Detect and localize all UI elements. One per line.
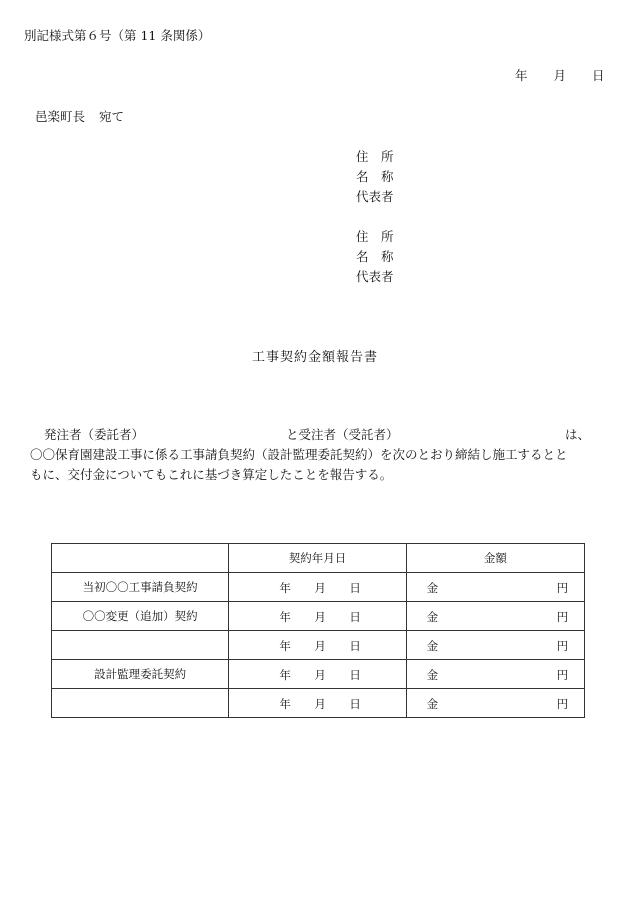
row-year: 年 — [279, 697, 291, 711]
row-label: 設計監理委託契約 — [52, 660, 229, 689]
row-date — [229, 602, 406, 631]
row-amount — [406, 660, 584, 689]
row-label — [52, 689, 229, 718]
row-date — [229, 573, 406, 602]
party-field-name: 名 称 — [356, 169, 394, 184]
party-field-address: 住 所 — [356, 149, 394, 164]
row-yen-suffix: 円 — [556, 639, 569, 653]
row-month: 月 — [314, 610, 326, 624]
row-day: 日 — [349, 639, 361, 653]
row-amount — [406, 573, 584, 602]
body-line-1 — [30, 425, 610, 445]
row-amount — [406, 631, 584, 660]
body-orderer: 発注者（委託者） — [44, 427, 145, 442]
party-field-representative: 代表者 — [356, 189, 394, 204]
row-yen-prefix: 金 — [426, 639, 439, 653]
body-paragraph — [30, 425, 610, 485]
table-row — [52, 631, 585, 660]
row-label: 当初〇〇工事請負契約 — [52, 573, 229, 602]
table-header-row — [52, 544, 585, 573]
row-day: 日 — [349, 581, 361, 595]
addressee-honorific: 宛て — [99, 109, 125, 124]
row-yen-prefix: 金 — [426, 697, 439, 711]
row-yen-suffix: 円 — [556, 581, 569, 595]
body-line-3: もに、交付金についてもこれに基づき算定したことを報告する。 — [30, 467, 393, 482]
row-date — [229, 660, 406, 689]
row-yen-suffix: 円 — [556, 610, 569, 624]
date-day: 日 — [592, 68, 605, 83]
row-year: 年 — [279, 581, 291, 595]
row-year: 年 — [279, 668, 291, 682]
row-day: 日 — [349, 697, 361, 711]
date-year: 年 — [515, 68, 528, 83]
party-field-representative: 代表者 — [356, 269, 394, 284]
row-yen-suffix: 円 — [556, 668, 569, 682]
party-field-address: 住 所 — [356, 229, 394, 244]
body-line-2: 〇〇保育園建設工事に係る工事請負契約（設計監理委託契約）を次のとおり締結し施工するとと — [30, 447, 568, 462]
row-label — [52, 631, 229, 660]
table-row — [52, 573, 585, 602]
row-label: 〇〇変更（追加）契約 — [52, 602, 229, 631]
row-day: 日 — [349, 668, 361, 682]
row-month: 月 — [314, 581, 326, 595]
row-yen-prefix: 金 — [426, 581, 439, 595]
addressee — [35, 107, 124, 125]
row-amount — [406, 602, 584, 631]
body-contractor: と受注者（受託者） — [286, 427, 399, 442]
date-line — [515, 66, 605, 84]
form-number: 別記様式第６号（第 11 条関係） — [24, 28, 211, 43]
body-suffix: は、 — [565, 427, 591, 442]
table-row — [52, 660, 585, 689]
document-title: 工事契約金額報告書 — [251, 350, 378, 365]
table-header-amount: 金額 — [406, 544, 584, 573]
row-date — [229, 689, 406, 718]
row-amount — [406, 689, 584, 718]
table-row — [52, 689, 585, 718]
date-month: 月 — [553, 68, 567, 83]
party-field-name: 名 称 — [356, 249, 394, 264]
row-date — [229, 631, 406, 660]
table-header-label — [52, 544, 229, 573]
row-yen-prefix: 金 — [426, 668, 439, 682]
row-yen-prefix: 金 — [426, 610, 439, 624]
row-year: 年 — [279, 610, 291, 624]
row-yen-suffix: 円 — [556, 697, 569, 711]
row-month: 月 — [314, 668, 326, 682]
contract-table — [51, 543, 585, 718]
row-day: 日 — [349, 610, 361, 624]
addressee-name: 邑楽町長 — [35, 109, 86, 124]
table-header-date: 契約年月日 — [229, 544, 406, 573]
row-month: 月 — [314, 639, 326, 653]
row-month: 月 — [314, 697, 326, 711]
row-year: 年 — [279, 639, 291, 653]
table-row — [52, 602, 585, 631]
